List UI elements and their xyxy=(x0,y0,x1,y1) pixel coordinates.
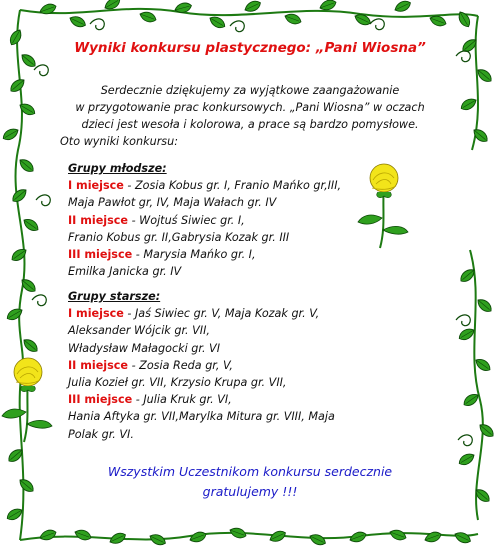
result-line xyxy=(68,305,368,322)
yellow-rose-icon xyxy=(2,358,52,442)
result-line: Julia Kozieł gr. VII, Krzysio Krupa gr. VII, xyxy=(68,375,287,389)
result-line: Franio Kobus gr. II,Gabrysia Kozak gr. III xyxy=(68,230,290,244)
page-title: Wyniki konkursu plastycznego: „Pani Wiosna” xyxy=(74,40,426,56)
result-names: - Julia Kruk gr. VI, xyxy=(132,393,232,407)
first-place-label: I miejsce xyxy=(68,307,124,321)
result-line: Aleksander Wójcik gr. VII, xyxy=(68,324,210,338)
first-place-label: I miejsce xyxy=(68,179,124,193)
younger-group-header: Grupy młodsze: xyxy=(68,162,167,175)
third-place-label: III miejsce xyxy=(68,247,133,261)
result-line: Emilka Janicka gr. IV xyxy=(68,265,182,279)
closing-line: gratulujemy !!! xyxy=(202,484,298,499)
result-names: - Jaś Siwiec gr. V, Maja Kozak gr. V, xyxy=(123,307,320,321)
intro-line: Serdecznie dziękujemy za wyjątkowe zaangażowanie xyxy=(100,84,400,97)
second-place-label: II miejsce xyxy=(68,213,129,227)
result-line xyxy=(68,357,368,374)
result-names: - Zosia Reda gr, V, xyxy=(128,358,233,372)
intro-line: Oto wyniki konkursu: xyxy=(60,135,178,148)
third-place-label: III miejsce xyxy=(68,393,133,407)
second-place-label: II miejsce xyxy=(68,358,129,372)
result-line xyxy=(68,391,368,408)
result-line: Władysław Małagocki gr. VI xyxy=(68,341,221,355)
result-names: - Zosia Kobus gr. I, Franio Mańko gr,III, xyxy=(123,179,342,193)
result-line: Hania Aftyka gr. VII,Marylka Mitura gr. VIII, Maja xyxy=(68,410,335,424)
closing-line: Wszystkim Uczestnikom konkursu serdecznie xyxy=(107,464,393,479)
closing-congratulations xyxy=(0,462,500,502)
result-line: Polak gr. VI. xyxy=(68,427,134,441)
older-group-header: Grupy starsze: xyxy=(68,290,161,303)
result-line xyxy=(68,212,368,229)
result-names: - Wojtuś Siwiec gr. I, xyxy=(128,213,245,227)
result-line xyxy=(68,177,368,194)
result-line: Maja Pawłot gr, IV, Maja Wałach gr. IV xyxy=(68,196,277,210)
result-names: - Marysia Mańko gr. I, xyxy=(132,247,256,261)
result-line xyxy=(68,246,368,263)
younger-group-results xyxy=(68,160,368,280)
intro-text xyxy=(40,82,460,150)
older-group-results xyxy=(68,288,368,443)
intro-line: w przygotowanie prac konkursowych. „Pani Wiosna” w oczach xyxy=(75,101,425,114)
intro-line: dzieci jest wesoła i kolorowa, a prace są bardzo pomysłowe. xyxy=(81,118,419,131)
